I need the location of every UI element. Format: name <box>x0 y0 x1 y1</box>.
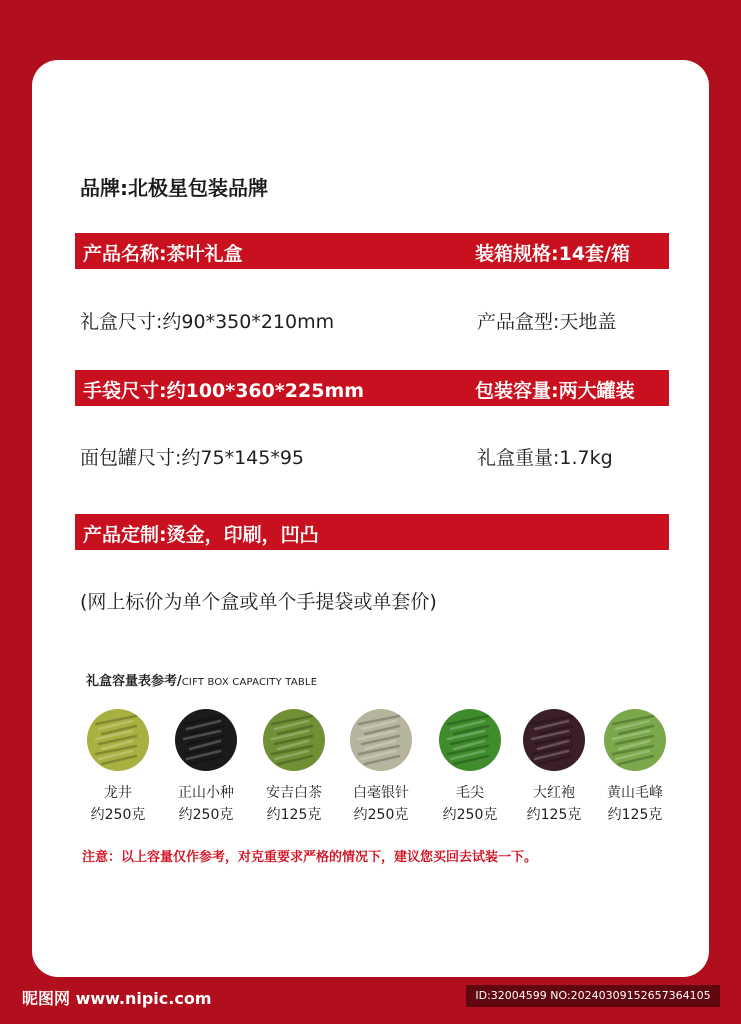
watermark-id: ID:32004599 NO:20240309152657364105 <box>466 985 720 1007</box>
tea-capacity: 约125克 <box>526 807 582 823</box>
tea-item <box>595 708 675 824</box>
tea-item <box>341 708 421 824</box>
watermark-logo: 昵图网 www.nipic.com <box>22 989 212 1008</box>
longjing-tea-icon <box>86 708 150 772</box>
packing-spec-label: 装箱规格:14套/箱 <box>475 243 630 265</box>
box-type-text: 产品盒型:天地盖 <box>477 311 617 333</box>
price-note: (网上标价为单个盒或单个手提袋或单套价) <box>80 591 437 613</box>
box-weight-text: 礼盒重量:1.7kg <box>477 447 613 469</box>
tea-capacity: 约250克 <box>178 807 234 823</box>
info-row-can-size <box>80 443 670 473</box>
dahongpao-tea-icon <box>522 708 586 772</box>
tea-item <box>254 708 334 824</box>
tea-name: 白毫银针 <box>353 785 409 801</box>
box-size-text: 礼盒尺寸:约90*350*210mm <box>80 311 335 333</box>
tea-capacity: 约250克 <box>90 807 146 823</box>
tea-capacity: 约125克 <box>266 807 322 823</box>
capacity-table-title-cn: 礼盒容量表参考/ <box>86 674 182 689</box>
bag-size-label: 手袋尺寸:约100*360*225mm <box>83 380 365 402</box>
tea-capacity: 约125克 <box>607 807 663 823</box>
tea-item <box>514 708 594 824</box>
zhengshan-xiaozhong-tea-icon <box>174 708 238 772</box>
tea-capacity: 约250克 <box>442 807 498 823</box>
tea-name: 安吉白茶 <box>266 785 322 801</box>
info-row-box-size <box>80 307 670 337</box>
brand-title: 品牌:北极星包装品牌 <box>80 176 268 200</box>
capacity-table-title-en: CIFT BOX CAPACITY TABLE <box>181 677 318 688</box>
can-size-text: 面包罐尺寸:约75*145*95 <box>80 447 305 469</box>
info-bar-customization <box>75 514 669 550</box>
tea-name: 龙井 <box>104 785 132 801</box>
silver-needle-tea-icon <box>349 708 413 772</box>
tea-name: 黄山毛峰 <box>607 785 663 801</box>
tea-name: 大红袍 <box>533 785 575 801</box>
tea-item <box>78 708 158 824</box>
huangshan-maofeng-tea-icon <box>603 708 667 772</box>
capacity-warning: 注意：以上容量仅作参考，对克重要求严格的情况下，建议您买回去试装一下。 <box>82 850 538 865</box>
product-name-label: 产品名称:茶叶礼盒 <box>83 243 243 265</box>
info-bar-name-packing <box>75 233 669 269</box>
capacity-table-title <box>86 670 317 689</box>
tea-item <box>166 708 246 824</box>
tea-item <box>430 708 510 824</box>
tea-capacity: 约250克 <box>353 807 409 823</box>
maojian-tea-icon <box>438 708 502 772</box>
anji-white-tea-icon <box>262 708 326 772</box>
info-bar-bag-capacity <box>75 370 669 406</box>
pack-capacity-label: 包装容量:两大罐装 <box>475 380 635 402</box>
customization-label: 产品定制:烫金，印刷，凹凸 <box>83 524 319 546</box>
tea-name: 毛尖 <box>456 785 484 801</box>
tea-name: 正山小种 <box>178 785 234 801</box>
